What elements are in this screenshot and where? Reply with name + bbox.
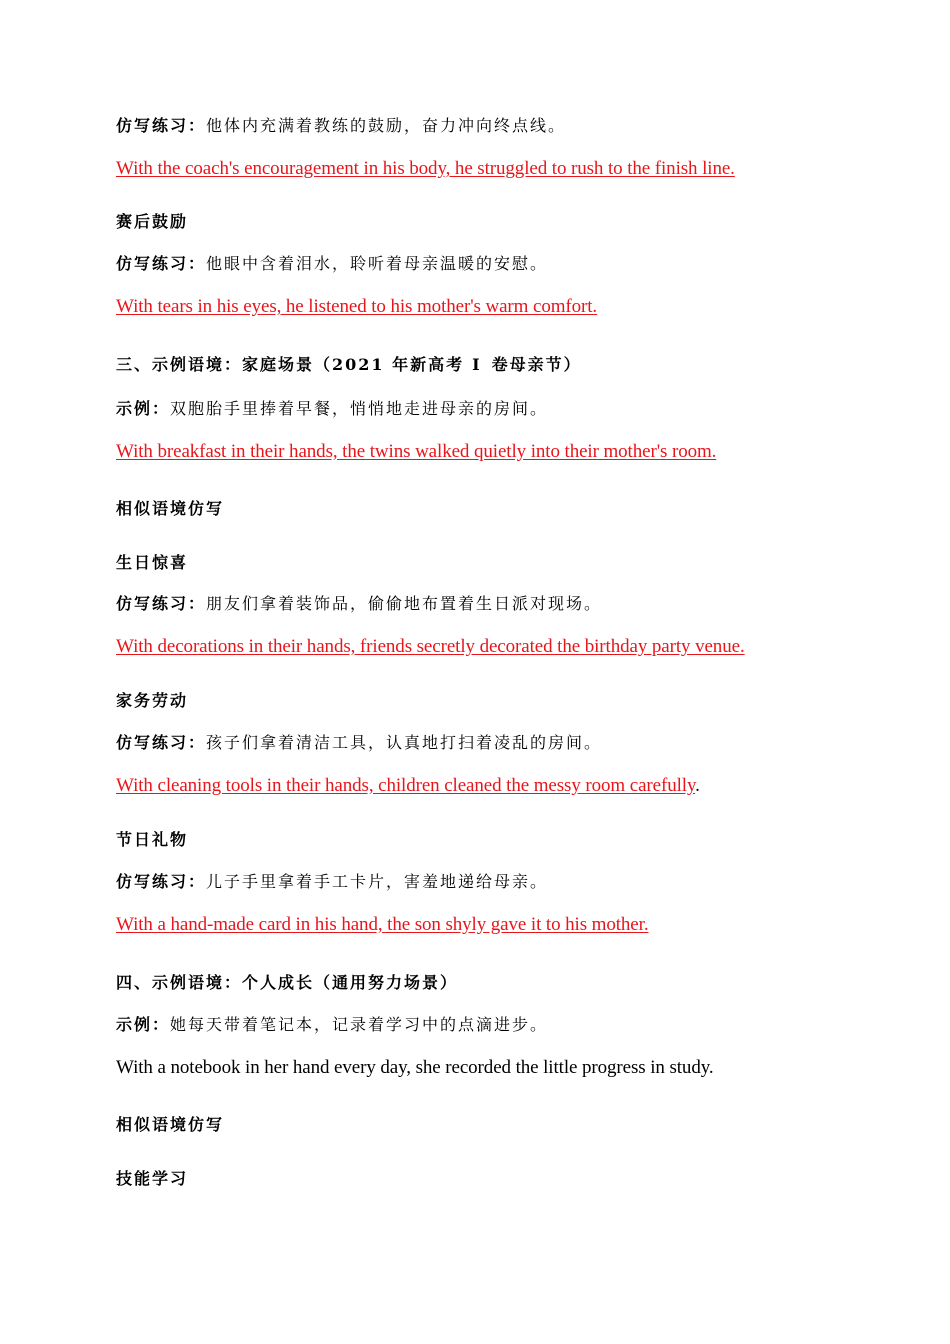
section-heading: 家务劳动 bbox=[116, 691, 189, 710]
practice-line bbox=[116, 874, 548, 890]
practice-label: 仿写练习： bbox=[116, 872, 207, 891]
section-heading: 生日惊喜 bbox=[116, 553, 189, 572]
example-line bbox=[116, 1017, 548, 1033]
practice-line bbox=[116, 596, 602, 612]
practice-text: 他眼中含着泪水，聆听着母亲温暖的安慰。 bbox=[206, 254, 549, 273]
context-heading-main: 三、示例语境：家庭场景（2021 年新高考 bbox=[116, 355, 465, 374]
practice-label: 仿写练习： bbox=[116, 733, 207, 752]
english-answer: With decorations in their hands, friends secretly decorated the birthday party venue. bbox=[116, 636, 745, 657]
english-answer: With breakfast in their hands, the twins walked quietly into their mother's room. bbox=[116, 441, 717, 462]
english-answer: With tears in his eyes, he listened to his mother's warm comfort. bbox=[116, 296, 598, 317]
section-heading: 技能学习 bbox=[116, 1169, 189, 1188]
context-heading bbox=[116, 357, 582, 373]
english-example: With a notebook in her hand every day, she recorded the little progress in study. bbox=[116, 1057, 714, 1078]
roman-numeral: Ⅰ bbox=[472, 355, 482, 374]
practice-label: 仿写练习： bbox=[116, 116, 207, 135]
practice-text: 朋友们拿着装饰品，偷偷地布置着生日派对现场。 bbox=[206, 594, 603, 613]
practice-line bbox=[116, 118, 566, 134]
section-heading: 相似语境仿写 bbox=[116, 499, 225, 518]
practice-label: 仿写练习： bbox=[116, 594, 207, 613]
section-heading: 节日礼物 bbox=[116, 830, 189, 849]
practice-line bbox=[116, 256, 548, 272]
practice-text: 儿子手里拿着手工卡片，害羞地递给母亲。 bbox=[206, 872, 549, 891]
practice-text: 他体内充满着教练的鼓励，奋力冲向终点线。 bbox=[206, 116, 567, 135]
practice-line bbox=[116, 735, 602, 751]
example-label: 示例： bbox=[116, 1015, 171, 1034]
practice-text: 孩子们拿着清洁工具，认真地打扫着凌乱的房间。 bbox=[206, 733, 603, 752]
example-text: 双胞胎手里捧着早餐，悄悄地走进母亲的房间。 bbox=[170, 399, 549, 418]
example-label: 示例： bbox=[116, 399, 171, 418]
example-text: 她每天带着笔记本，记录着学习中的点滴进步。 bbox=[170, 1015, 549, 1034]
practice-label: 仿写练习： bbox=[116, 254, 207, 273]
english-answer: With a hand-made card in his hand, the son shyly gave it to his mother. bbox=[116, 914, 649, 935]
english-answer-line bbox=[116, 776, 700, 795]
example-line bbox=[116, 401, 548, 417]
context-heading: 四、示例语境：个人成长（通用努力场景） bbox=[116, 973, 459, 992]
english-answer: With the coach's encouragement in his body, he struggled to rush to the finish line. bbox=[116, 158, 735, 179]
section-heading: 相似语境仿写 bbox=[116, 1115, 225, 1134]
section-heading: 赛后鼓励 bbox=[116, 212, 189, 231]
english-answer: With cleaning tools in their hands, children cleaned the messy room carefully bbox=[116, 775, 696, 796]
context-heading-tail: 卷母亲节） bbox=[491, 355, 582, 374]
english-answer-period: . bbox=[695, 775, 700, 796]
